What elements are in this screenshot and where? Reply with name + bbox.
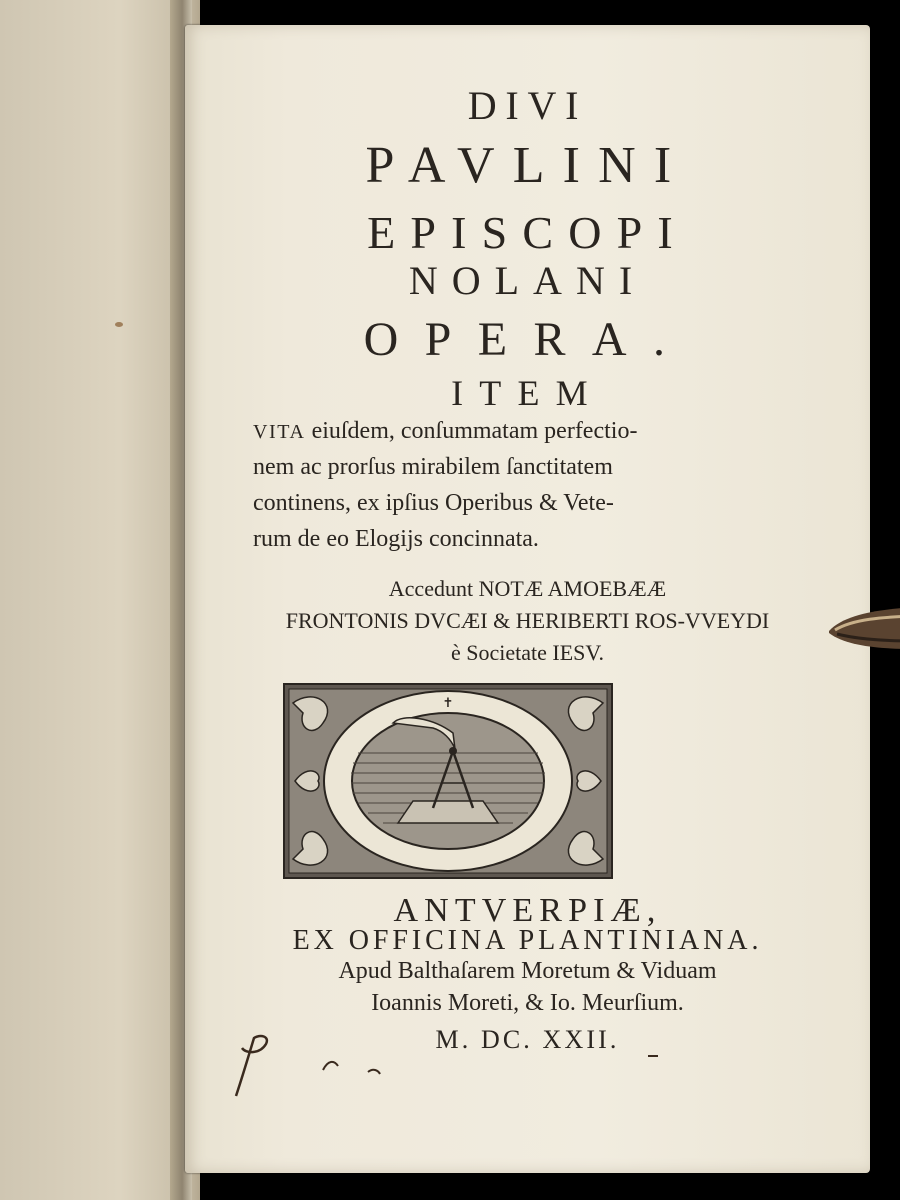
title-episcopi: EPISCOPI [367,207,688,258]
imprint-publisher-2: Ioannis Moreti, & Io. Meurſium. [371,990,684,1016]
svg-text:✝: ✝ [442,695,454,710]
description-line-3: continens, ex ipſius Operibus & Vete- [253,490,614,516]
description-line-2: nem ac prorſus mirabilem ſanctitatem [253,454,613,480]
title-paulini: PAVLINI [365,137,690,194]
imprint-office: EX OFFICINA PLANTINIANA. [292,925,763,956]
title-nolani: NOLANI [408,258,647,303]
title-opera: OPERA. [363,313,692,366]
imprint-publisher-1: Apud Balthaſarem Moretum & Viduam [338,958,717,984]
description-line-1 [253,418,713,445]
imprint-city: ANTVERPIÆ, [393,892,662,929]
title-divi: DIVI [467,83,588,128]
description-line-4: rum de eo Elogijs concinnata. [253,526,539,552]
printers-device-engraving [283,683,613,879]
title-item: ITEM [451,373,604,413]
notes-line-2: FRONTONIS DVCÆI & HERIBERTI ROS-VVEYDI [285,608,770,633]
description-line-1-text: eiuſdem, conſummatam perfectio- [305,418,638,444]
notes-line-3: è Societate IESV. [451,640,604,665]
notes-line-1: Accedunt NOTÆ AMOEBÆÆ [388,576,667,601]
imprint-year: M. DC. XXII. [435,1025,620,1054]
handwritten-marks [228,1030,708,1100]
foxing-spot [115,322,123,327]
vita-word: VITA [253,421,306,443]
